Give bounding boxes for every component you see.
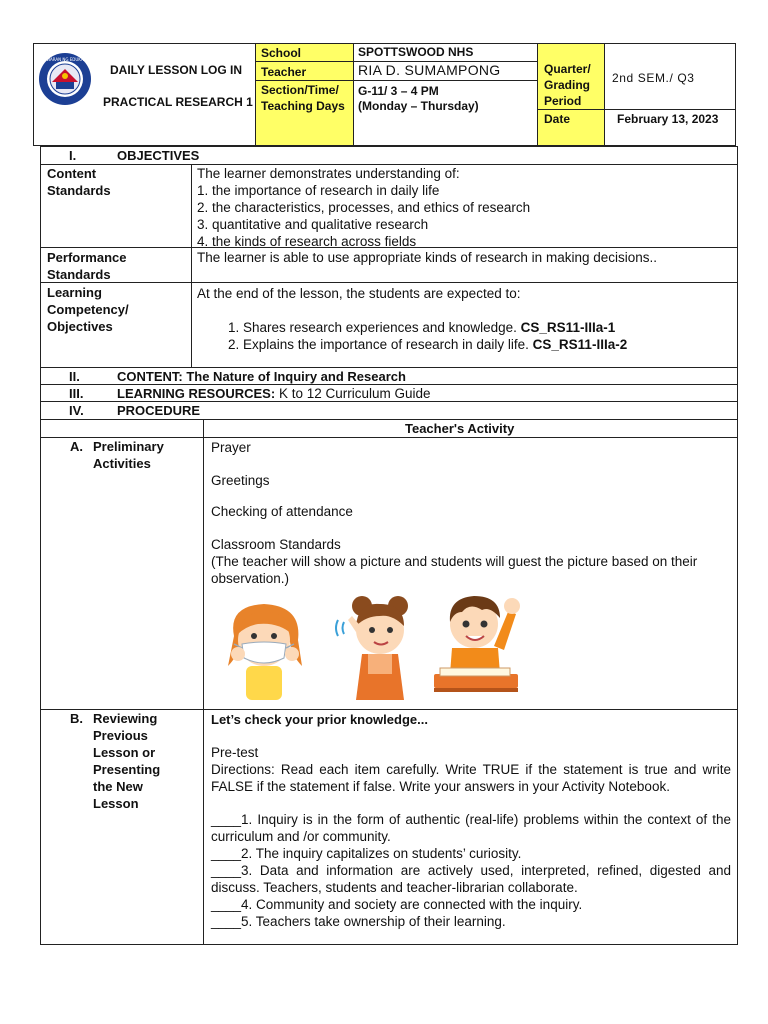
section-label-cell — [255, 80, 354, 146]
competency-code: CS_RS11-IIIa-2 — [532, 337, 628, 352]
objectives-num: I. — [69, 148, 77, 163]
preliminary-label-1: Preliminary — [93, 439, 164, 454]
content-num: II. — [69, 369, 80, 384]
quarter-label-cell — [537, 43, 605, 110]
preliminary-label-cell — [40, 437, 204, 710]
learning-competency-label-3: Objectives — [47, 319, 113, 334]
resources-row — [40, 384, 738, 402]
reviewing-label-5: the New — [93, 779, 143, 794]
subject-title: PRACTICAL RESEARCH 1 — [103, 95, 253, 109]
content-standards-item: 1. the importance of research in daily life — [197, 183, 440, 198]
date-label-cell — [537, 109, 605, 146]
school-label-cell — [255, 43, 354, 62]
classroom-standards-note: (The teacher will show a picture and students will guest the picture based on their observation.) — [211, 554, 698, 586]
teacher-label-cell — [255, 61, 354, 81]
reviewing-label-4: Presenting — [93, 762, 161, 777]
pretest-item: ____2. The inquiry capitalizes on students’ curiosity. — [211, 846, 522, 861]
prior-knowledge-heading: Let’s check your prior knowledge... — [211, 712, 428, 727]
pretest-spacer — [211, 728, 731, 744]
learning-competency-cell — [191, 282, 738, 368]
teacher-activity-head — [203, 419, 738, 438]
resources-label: LEARNING RESOURCES: — [117, 386, 276, 401]
objectives-heading-row — [40, 146, 738, 165]
preliminary-label-2: Activities — [93, 456, 151, 471]
section-label-line2: Teaching Days — [261, 99, 345, 113]
section-value-line1: G-11/ 3 – 4 PM — [358, 84, 439, 98]
learning-objective-item: 2. Explains the importance of research in daily life. CS_RS11-IIIa-2 — [243, 336, 737, 353]
learning-objective-item: 1. Shares research experiences and knowledge. CS_RS11-IIIa-1 — [243, 319, 737, 336]
reviewing-label-6: Lesson — [93, 796, 139, 811]
performance-standards-label-2: Standards — [47, 267, 111, 282]
procedure-label-col-head — [40, 419, 204, 438]
boy-raising-hand-illustration — [430, 588, 525, 696]
date-value: February 13, 2023 — [617, 112, 719, 126]
quarter-value: 2nd SEM./ Q3 — [612, 71, 695, 85]
teacher-underline — [354, 80, 537, 81]
performance-standards-cell — [191, 247, 738, 283]
girl-mask-illustration — [212, 596, 320, 700]
objectives-heading: OBJECTIVES — [117, 148, 200, 163]
pretest-item: ____4. Community and society are connected with the inquiry. — [211, 897, 583, 912]
learning-competency-label-cell — [40, 282, 192, 368]
teacher-value: RIA D. SUMAMPONG — [358, 62, 501, 78]
content-standards-item: 2. the characteristics, processes, and ethics of research — [197, 200, 531, 215]
preliminary-letter: A. — [70, 439, 83, 454]
learning-competency-label-2: Competency/ — [47, 302, 129, 317]
teacher-activity-label: Teacher's Activity — [405, 421, 515, 436]
reviewing-activity-cell — [203, 709, 738, 945]
quarter-label-line1: Quarter/ — [544, 62, 591, 76]
competency-code: CS_RS11-IIIa-1 — [520, 320, 616, 335]
procedure-num: IV. — [69, 403, 84, 418]
performance-standards-label-1: Performance — [47, 250, 127, 265]
section-label-line1: Section/Time/ — [261, 83, 339, 97]
pretest-label: Pre-test — [211, 745, 259, 760]
content-standards-cell — [191, 164, 738, 248]
classroom-standards-text: Classroom Standards — [211, 537, 341, 552]
pretest-item: ____5. Teachers take ownership of their learning. — [211, 914, 506, 929]
content-standards-label-1: Content — [47, 166, 97, 181]
deped-seal-logo — [38, 52, 92, 106]
learning-objectives-list — [197, 319, 737, 353]
content-standards-item: 3. quantitative and qualitative research — [197, 217, 429, 232]
reviewing-letter: B. — [70, 711, 83, 726]
svg-text:KAGAWARAN NG EDUKASYON: KAGAWARAN NG EDUKASYON — [38, 57, 92, 62]
resources-value: K to 12 Curriculum Guide — [275, 386, 431, 401]
quarter-label-line3: Period — [544, 94, 582, 108]
reviewing-label-2: Previous — [93, 728, 148, 743]
girl-listening-illustration — [332, 590, 424, 700]
content-standards-intro: The learner demonstrates understanding of: — [197, 166, 460, 181]
log-title: DAILY LESSON LOG IN — [110, 63, 243, 77]
resources-text — [117, 386, 431, 401]
learning-competency-label-1: Learning — [47, 285, 102, 300]
content-row — [40, 367, 738, 385]
date-value-cell — [604, 109, 736, 146]
procedure-label: PROCEDURE — [117, 403, 201, 418]
pretest-spacer — [211, 795, 731, 811]
content-standards-label-2: Standards — [47, 183, 111, 198]
quarter-value-cell — [604, 43, 736, 110]
content-standards-label-cell — [40, 164, 192, 248]
content-label: CONTENT: The Nature of Inquiry and Research — [117, 369, 406, 384]
teacher-label: Teacher — [261, 65, 307, 79]
school-value: SPOTTSWOOD NHS — [358, 45, 474, 59]
performance-standards-text: The learner is able to use appropriate kinds of research in making decisions.. — [197, 250, 657, 265]
preliminary-activity-cell — [203, 437, 738, 710]
quarter-label-line2: Grading — [544, 78, 591, 92]
pretest-item: ____1. Inquiry is in the form of authentic (real-life) problems within the context of the curriculum and /or community. — [211, 812, 731, 844]
greetings-text: Greetings — [211, 473, 270, 488]
pretest-directions: Directions: Read each item carefully. Write TRUE if the statement is true and write FALSE if the statement if false. Write your answers in your Activity Notebook. — [211, 762, 731, 794]
reviewing-label-cell — [40, 709, 204, 945]
learning-competency-intro: At the end of the lesson, the students are expected to: — [197, 286, 521, 301]
content-standards-item: 4. the kinds of research across fields — [197, 234, 417, 249]
date-label: Date — [544, 112, 571, 126]
prayer-text: Prayer — [211, 440, 251, 455]
reviewing-label-1: Reviewing — [93, 711, 158, 726]
performance-standards-label-cell — [40, 247, 192, 283]
attendance-text: Checking of attendance — [211, 504, 353, 519]
section-value-line2: (Monday – Thursday) — [358, 99, 479, 113]
pretest-item: ____3. Data and information are actively used, interpreted, refined, digested and discuss. Teachers, students and teacher-librarian collaborate. — [211, 863, 731, 895]
school-label: School — [261, 46, 302, 60]
procedure-row — [40, 401, 738, 420]
resources-num: III. — [69, 386, 84, 401]
reviewing-label-3: Lesson or — [93, 745, 156, 760]
